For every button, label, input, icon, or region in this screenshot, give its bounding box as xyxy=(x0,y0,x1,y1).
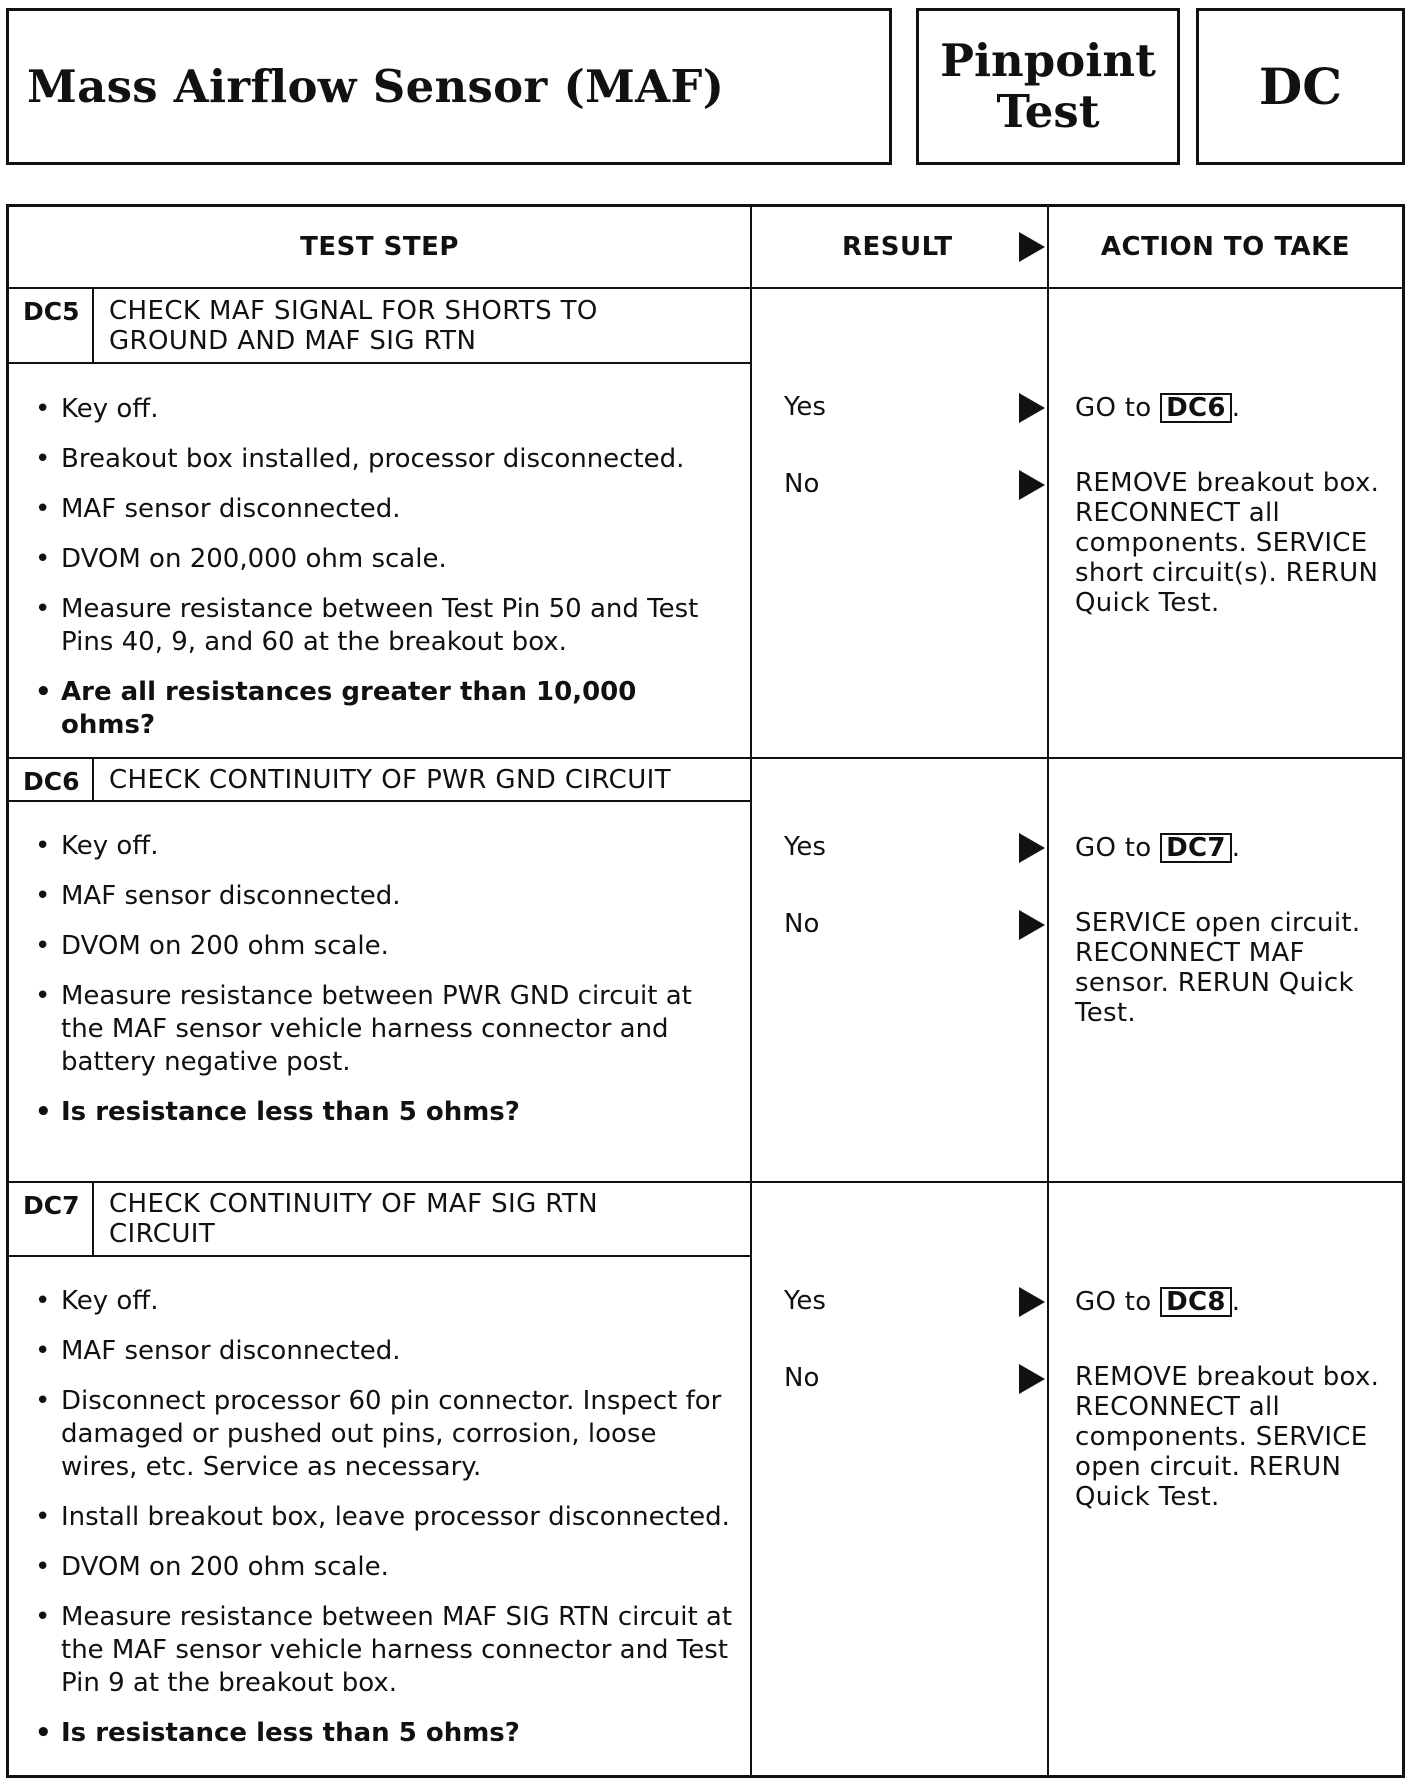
result-yes-dc5: Yes xyxy=(784,392,826,422)
list-item: • Measure resistance between PWR GND circuit at the MAF sensor vehicle harness connector and battery negative post. xyxy=(33,980,733,1079)
result-no-dc7: No xyxy=(784,1363,820,1393)
list-item: • Install breakout box, leave processor disconnected. xyxy=(33,1501,733,1534)
step-question: • Are all resistances greater than 10,000 ohms? xyxy=(33,676,733,742)
list-item: • DVOM on 200 ohm scale. xyxy=(33,1551,733,1584)
step-question: • Is resistance less than 5 ohms? xyxy=(33,1096,733,1129)
step-question: • Is resistance less than 5 ohms? xyxy=(33,1717,733,1750)
arrow-icon xyxy=(1019,1287,1045,1317)
step-reference-dc6: DC6 xyxy=(1160,393,1232,423)
title-box xyxy=(6,8,892,165)
code-box xyxy=(1196,8,1405,165)
arrow-icon xyxy=(1019,1364,1045,1394)
column-header-test-step: TEST STEP xyxy=(300,232,459,262)
action-yes-dc6: GO to DC7 . xyxy=(1075,833,1241,863)
column-divider-1 xyxy=(750,207,752,1775)
list-item: • MAF sensor disconnected. xyxy=(33,880,733,913)
list-item: • Measure resistance between MAF SIG RTN circuit at the MAF sensor vehicle harness connector and Test Pin 9 at the breakout box. xyxy=(33,1601,733,1700)
result-yes-dc6: Yes xyxy=(784,832,826,862)
dc7-id-divider xyxy=(92,1181,94,1255)
arrow-icon xyxy=(1019,910,1045,940)
step-reference-dc8: DC8 xyxy=(1160,1287,1232,1317)
step-title-dc6: CHECK CONTINUITY OF PWR GND CIRCUIT xyxy=(109,765,672,795)
dc6-bullets xyxy=(33,830,733,1129)
result-no-dc6: No xyxy=(784,909,820,939)
action-yes-dc7: GO to DC8 . xyxy=(1075,1287,1241,1317)
column-header-result: RESULT xyxy=(842,232,953,262)
result-no-dc5: No xyxy=(784,469,820,499)
list-item: • Key off. xyxy=(33,1285,733,1318)
dc5-id-divider xyxy=(92,287,94,362)
result-yes-dc7: Yes xyxy=(784,1286,826,1316)
page-title: Mass Airflow Sensor (MAF) xyxy=(27,60,725,113)
pinpoint-box xyxy=(916,8,1180,165)
dc6-row-divider xyxy=(9,1181,1402,1183)
step-title-dc5: CHECK MAF SIGNAL FOR SHORTS TO GROUND AND MAF SIG RTN xyxy=(109,296,598,356)
arrow-icon xyxy=(1019,393,1045,423)
header-row-divider xyxy=(9,287,1402,289)
arrow-icon xyxy=(1019,833,1045,863)
list-item: • MAF sensor disconnected. xyxy=(33,493,733,526)
list-item: • DVOM on 200 ohm scale. xyxy=(33,930,733,963)
step-id-dc6: DC6 xyxy=(23,767,80,796)
step-title-dc7: CHECK CONTINUITY OF MAF SIG RTN CIRCUIT xyxy=(109,1189,599,1249)
step-id-dc7: DC7 xyxy=(23,1191,80,1220)
dc5-row-divider xyxy=(9,757,1402,759)
action-no-dc5: REMOVE breakout box. RECONNECT all components. SERVICE short circuit(s). RERUN Quick Test. xyxy=(1075,468,1380,618)
dc7-bullets xyxy=(33,1285,733,1750)
dc5-title-divider xyxy=(9,362,750,364)
dc7-title-divider xyxy=(9,1255,750,1257)
list-item: • Breakout box installed, processor disconnected. xyxy=(33,443,733,476)
list-item: • Key off. xyxy=(33,830,733,863)
pinpoint-label: Pinpoint xyxy=(940,34,1156,88)
test-table xyxy=(6,204,1405,1778)
column-divider-2 xyxy=(1047,207,1049,1775)
action-no-dc6: SERVICE open circuit. RECONNECT MAF sensor. RERUN Quick Test. xyxy=(1075,908,1361,1028)
step-reference-dc7: DC7 xyxy=(1160,833,1232,863)
list-item: • Key off. xyxy=(33,393,733,426)
list-item: • Measure resistance between Test Pin 50 and Test Pins 40, 9, and 60 at the breakout box. xyxy=(33,593,733,659)
list-item: • MAF sensor disconnected. xyxy=(33,1335,733,1368)
action-no-dc7: REMOVE breakout box. RECONNECT all components. SERVICE open circuit. RERUN Quick Test. xyxy=(1075,1362,1380,1512)
column-header-action: ACTION TO TAKE xyxy=(1100,232,1351,262)
list-item: • Disconnect processor 60 pin connector. Inspect for damaged or pushed out pins, corrosion, loose wires, etc. Service as necessary. xyxy=(33,1385,733,1484)
dc6-title-divider xyxy=(9,800,750,802)
step-id-dc5: DC5 xyxy=(23,297,80,326)
action-yes-dc5: GO to DC6 . xyxy=(1075,393,1241,423)
list-item: • DVOM on 200,000 ohm scale. xyxy=(33,543,733,576)
test-label: Test xyxy=(996,84,1100,138)
test-code: DC xyxy=(1258,57,1343,116)
arrow-icon xyxy=(1019,470,1045,500)
dc6-id-divider xyxy=(92,757,94,800)
result-header-arrow-icon xyxy=(1019,232,1045,262)
dc5-bullets xyxy=(33,393,733,742)
